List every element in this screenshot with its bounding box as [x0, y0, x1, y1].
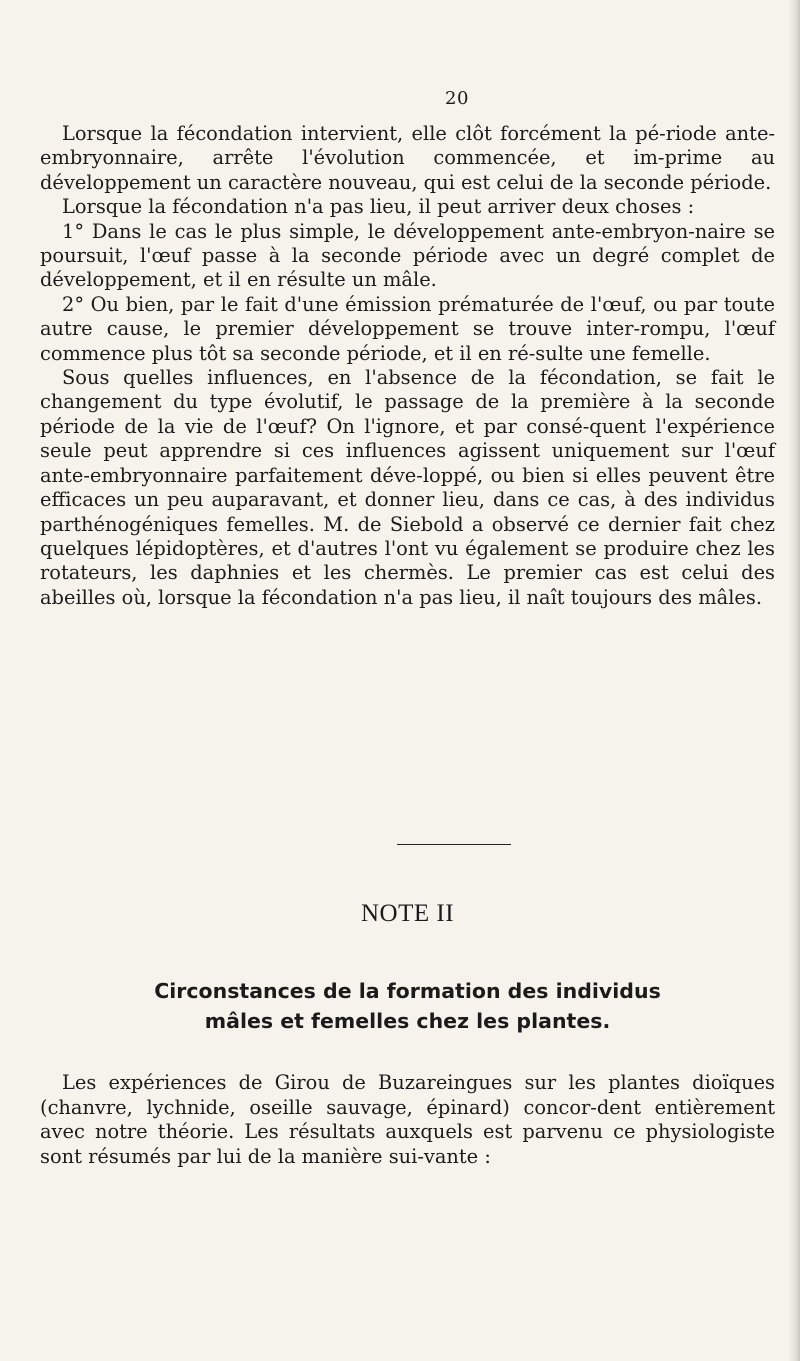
- section-divider: [397, 844, 511, 845]
- paragraph-influences: Sous quelles influences, en l'absence de la fécondation, se fait le changement du type évolutif, le passage de la première à la seconde période de la vie de l'œuf? On l'ignore, et par consé-quent l'expérience seule peut apprendre si ces influences agissent uniquement sur l'œuf ante-embryonnaire parfaitement déve-loppé, ou bien si elles peuvent être efficaces un peu auparavant, et donner lieu, dans ce cas, à des individus parthénogéniques femelles. M. de Siebold a observé ce dernier fait chez quelques lépidoptères, et d'autres l'ont vu également se produire chez les rotateurs, les daphnies et les chermès. Le premier cas est celui des abeilles où, lorsque la fécondation n'a pas lieu, il naît toujours des mâles.: [40, 366, 775, 609]
- body-text: [40, 122, 775, 610]
- paragraph-case-one: 1° Dans le cas le plus simple, le développement ante-embryon-naire se poursuit, l'œuf passe à la seconde période avec un degré complet de développement, et il en résulte un mâle.: [40, 219, 775, 292]
- note-paragraph: Les expériences de Girou de Buzareingues sur les plantes dioïques (chanvre, lychnide, oseille sauvage, épinard) concor-dent entièrement avec notre théorie. Les résultats auxquels est parvenu ce physiologiste sont résumés par lui de la manière sui-vante :: [40, 1071, 775, 1168]
- note-subtitle-line-1: Circonstances de la formation des individus: [154, 979, 661, 1003]
- paragraph-fecondation-absente: Lorsque la fécondation n'a pas lieu, il peut arriver deux choses :: [62, 195, 695, 219]
- note-subtitle-line-2: mâles et femelles chez les plantes.: [204, 1009, 611, 1033]
- note-title: NOTE II: [360, 900, 455, 927]
- page-number: 20: [445, 88, 469, 109]
- page-edge-shadow: [788, 0, 800, 1361]
- note-subtitle: [40, 976, 775, 1036]
- note-body: [40, 1071, 775, 1169]
- paragraph-fecondation-intervient: Lorsque la fécondation intervient, elle clôt forcément la pé-riode ante-embryonnaire, arrête l'évolution commencée, et im-prime au développement un caractère nouveau, qui est celui de la seconde période.: [40, 122, 775, 194]
- paragraph-case-two: 2° Ou bien, par le fait d'une émission prématurée de l'œuf, ou par toute autre cause, le premier développement se trouve inter-rompu, l'œuf commence plus tôt sa seconde période, et il en ré-sulte une femelle.: [40, 292, 775, 365]
- book-page: [40, 0, 775, 1361]
